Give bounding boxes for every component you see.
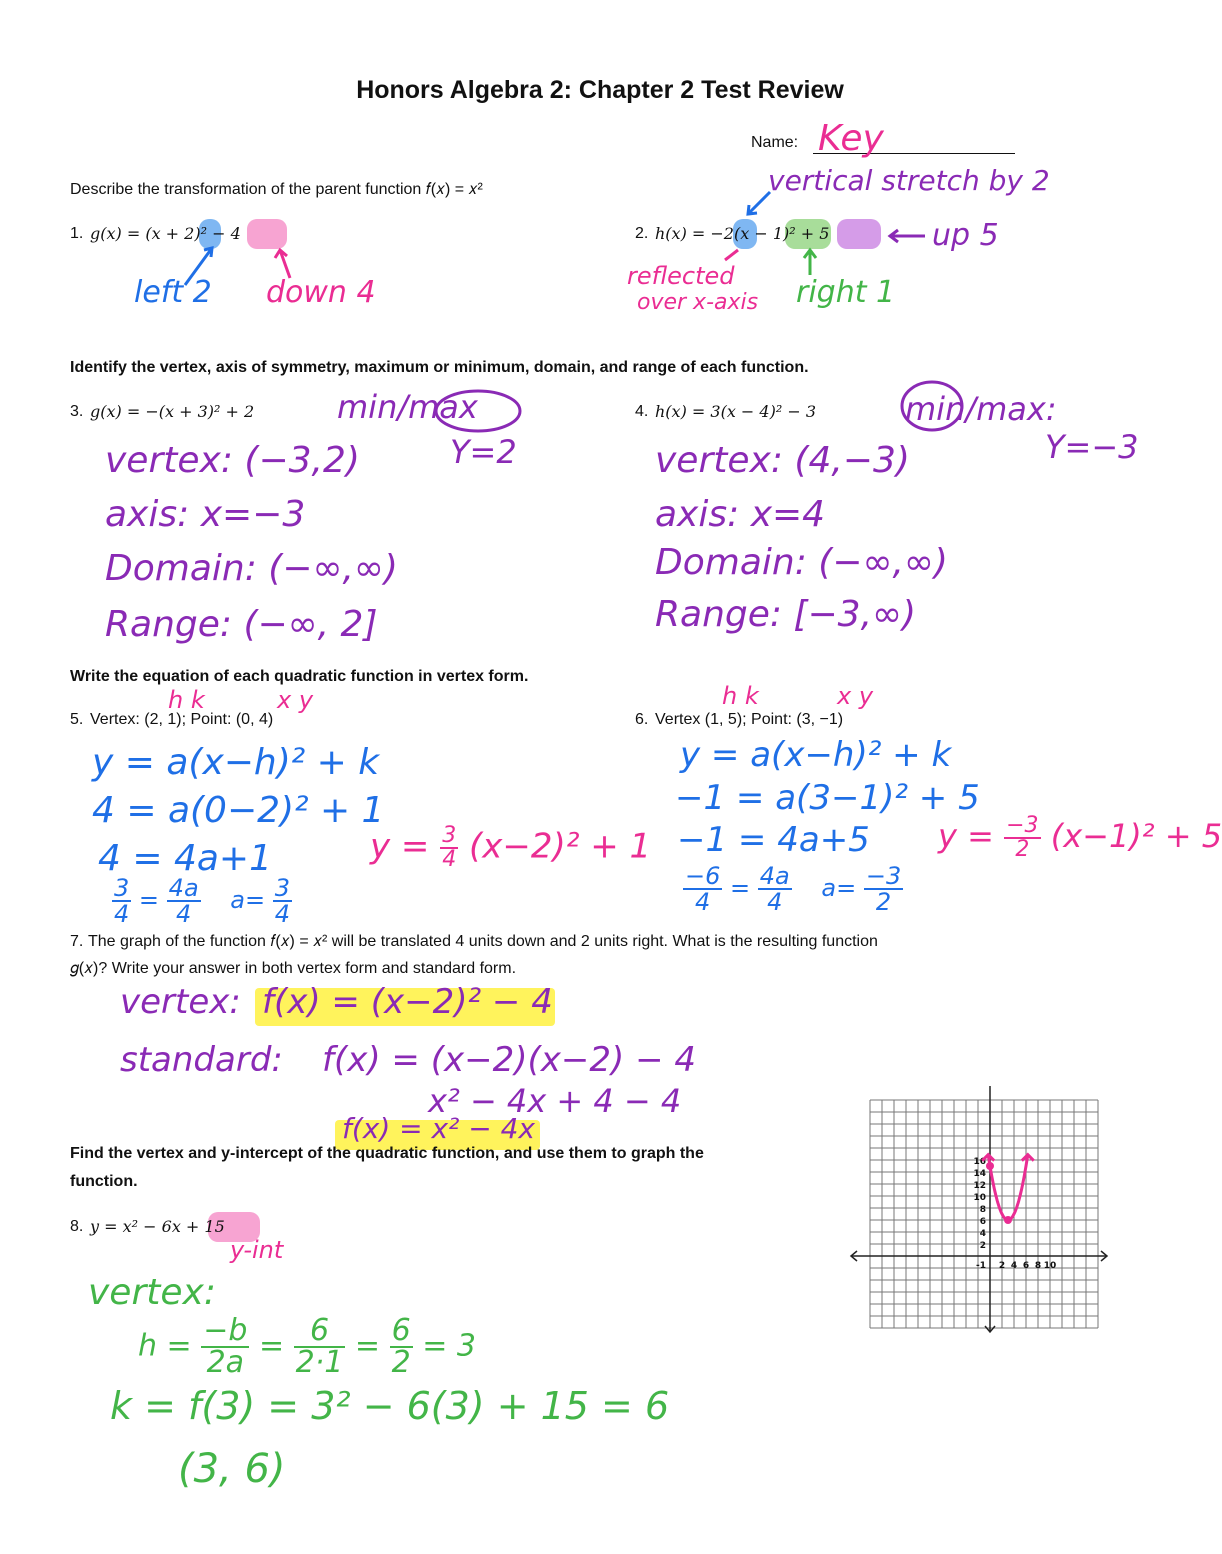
q2-note-reflected: reflected <box>627 262 735 290</box>
section3-instruction: Write the equation of each quadratic function in vertex form. <box>70 668 529 685</box>
x-tick-label: 10 <box>1043 1261 1057 1271</box>
q3-axis: axis: x=−3 <box>105 494 306 535</box>
y-tick-label: 2 <box>979 1241 986 1251</box>
q5-answer-num: 3 <box>442 823 457 848</box>
neg-tick-label: -1 <box>976 1261 986 1271</box>
q8-h-frac3-num: 6 <box>391 1313 411 1348</box>
q2-note-right: right 1 <box>796 275 896 310</box>
name-label: Name: <box>751 134 799 151</box>
x-tick-label: 6 <box>1022 1261 1030 1271</box>
q8-h-frac1-den: 2a <box>206 1345 245 1380</box>
name-value: Key <box>818 118 884 159</box>
vertex-point <box>1004 1216 1012 1224</box>
q5-a-label: a= <box>230 886 266 914</box>
q6-answer-post: (x−1)² + 5 <box>1050 817 1222 855</box>
q3-domain: Domain: (−∞,∞) <box>105 548 398 589</box>
q1-note-left: left 2 <box>134 275 212 310</box>
q6-answer-num: −3 <box>1006 813 1039 838</box>
q3-y-value: Y=2 <box>450 433 517 471</box>
q5-step-2: 4 = a(0−2)² + 1 <box>92 790 385 831</box>
q8-h-frac2-den: 2·1 <box>295 1345 344 1380</box>
x-tick-label: 8 <box>1034 1261 1042 1271</box>
q4-vertex: vertex: (4,−3) <box>655 440 910 481</box>
q5-number: 5. <box>70 711 84 728</box>
q8-note-yint: y-int <box>230 1236 284 1264</box>
q7-line-1: The graph of the function 𝑓(𝑥) = 𝑥² will be translated 4 units down and 2 units right. What is the resulting function <box>88 933 878 950</box>
q8-h-line: h = $\frac{-b}{2a}$ = $\frac{6}{2\cdot 1}$ = $\frac{6}{2}$ = 3 <box>138 1313 477 1380</box>
q5-frac-mid-num: 4a <box>168 874 199 902</box>
q5-frac-mid-den: 4 <box>176 900 192 928</box>
q7-standard-step1: f(x) = (x−2)(x−2) − 4 <box>322 1040 696 1080</box>
q8-h-frac1-num: −b <box>203 1313 248 1348</box>
q6-answer-den: 2 <box>1015 837 1030 862</box>
q5-a-num: 3 <box>274 874 291 902</box>
y-tick-label: 16 <box>973 1157 986 1167</box>
q5-step-1: y = a(x−h)² + k <box>92 742 380 783</box>
q5-label-xy: x y <box>277 686 314 714</box>
q5-answer-pre: y = <box>370 826 430 867</box>
q6-answer <box>938 815 1222 861</box>
y-tick-label: 10 <box>973 1193 986 1203</box>
q7-line-2: 𝑔(𝑥)? Write your answer in both vertex form and standard form. <box>70 960 517 977</box>
q6-number: 6. <box>635 711 649 728</box>
q3-range: Range: (−∞, 2] <box>105 604 378 645</box>
q6-frac-mid-den: 4 <box>767 888 783 916</box>
section5-instruction-1: Find the vertex and y-intercept of the quadratic function, and use them to graph the <box>70 1145 704 1162</box>
y-tick-label: 4 <box>979 1229 986 1239</box>
q5-frac-left-num: 3 <box>114 874 130 902</box>
q2-note-over-x-axis: over x-axis <box>637 290 759 315</box>
q6-step-1: y = a(x−h)² + k <box>680 735 952 775</box>
y-tick-label: 12 <box>973 1181 986 1191</box>
q2-note-up: up 5 <box>932 218 999 253</box>
x-tick-label: 4 <box>1010 1261 1018 1271</box>
section2-instruction: Identify the vertex, axis of symmetry, maximum or minimum, domain, and range of each function. <box>70 359 809 376</box>
q3-vertex: vertex: (−3,2) <box>105 440 360 481</box>
q8-k-line: k = f(3) = 3² − 6(3) + 15 = 6 <box>110 1384 670 1428</box>
page-title: Honors Algebra 2: Chapter 2 Test Review <box>356 76 844 104</box>
q6-step-3: −1 = 4a+5 <box>677 820 870 860</box>
q4-expression: ℎ(𝑥) = 3(𝑥 − 4)² − 3 <box>655 402 817 421</box>
q6-label-xy: x y <box>837 682 874 710</box>
q6-label-hk: h k <box>722 682 759 710</box>
q5-answer-den: 4 <box>442 847 457 872</box>
y-tick-label: 14 <box>973 1169 986 1179</box>
q4-number: 4. <box>635 403 649 420</box>
q2-expression: ℎ(𝑥) = −2(𝑥 − 1)² + 5 <box>655 224 830 243</box>
q1-number: 1. <box>70 225 84 242</box>
q2-number: 2. <box>635 225 649 242</box>
q8-h-frac3-den: 2 <box>391 1345 411 1380</box>
q4-axis: axis: x=4 <box>655 494 826 535</box>
q3-expression: 𝑔(𝑥) = −(𝑥 + 3)² + 2 <box>90 402 255 421</box>
parabola-curve <box>988 1155 1028 1220</box>
q6-step-4: $\frac{-6}{4}$ = $\frac{4a}{4}$ a= $\frac{-3}{2}$ <box>685 862 902 916</box>
q8-h-frac2-num: 6 <box>294 1316 346 1348</box>
q4-minmax: min/max: <box>905 390 1057 428</box>
q6-a-num: −3 <box>865 862 902 890</box>
q8-h-result: = 3 <box>422 1328 477 1364</box>
q6-a-den: 2 <box>875 888 892 916</box>
q5-answer-post: (x−2)² + 1 <box>469 826 652 867</box>
q6-text: Vertex (1, 5); Point: (3, −1) <box>655 711 844 728</box>
q1-expression: 𝑔(𝑥) = (𝑥 + 2)² − 4 <box>90 224 241 243</box>
q7-number: 7. <box>70 933 84 950</box>
q8-vertex-label: vertex: <box>88 1272 216 1313</box>
q6-frac-left-num: −6 <box>685 862 721 890</box>
q5-label-hk: h k <box>168 686 205 714</box>
q5-frac-left-den: 4 <box>114 900 130 928</box>
y-intercept-point <box>986 1162 994 1170</box>
q6-answer-pre: y = <box>938 817 994 855</box>
q5-a-den: 4 <box>274 900 291 928</box>
q4-domain: Domain: (−∞,∞) <box>655 542 948 583</box>
q6-step-2: −1 = a(3−1)² + 5 <box>675 778 980 818</box>
q4-range: Range: [−3,∞) <box>655 594 917 635</box>
y-tick-label: 6 <box>979 1217 986 1227</box>
q5-step-4: $\frac{3}{4}$ = $\frac{4a}{4}$ a= $\frac{3}{4}$ <box>114 874 291 928</box>
q6-frac-left-den: 4 <box>695 888 711 916</box>
q1-note-down: down 4 <box>266 275 376 310</box>
q4-y-value: Y=−3 <box>1045 428 1139 466</box>
section5-instruction-2: function. <box>70 1173 138 1190</box>
q5-answer <box>370 825 651 871</box>
q8-h-pre: h = <box>138 1328 192 1364</box>
q3-number: 3. <box>70 403 84 420</box>
q2-note-stretch: vertical stretch by 2 <box>768 164 1050 197</box>
q5-text: Vertex: (2, 1); Point: (0, 4) <box>90 711 274 728</box>
y-tick-label: 8 <box>979 1205 986 1215</box>
q8-graph <box>845 1050 1115 1350</box>
q7-standard-label: standard: <box>120 1040 283 1080</box>
q7-vertex-answer: f(x) = (x−2)² − 4 <box>262 982 553 1022</box>
q5-step-3: 4 = 4a+1 <box>98 838 272 879</box>
x-tick-label: 2 <box>998 1261 1006 1271</box>
q3-minmax: min/max <box>337 388 478 426</box>
q7-standard-step2: x² − 4x + 4 − 4 <box>428 1082 682 1120</box>
section1-instruction: Describe the transformation of the parent function 𝑓(𝑥) = 𝑥² <box>70 181 483 198</box>
q7-vertex-label: vertex: <box>120 982 241 1022</box>
q6-frac-mid-num: 4a <box>759 862 790 890</box>
q8-number: 8. <box>70 1218 84 1235</box>
q8-expression: 𝑦 = 𝑥² − 6𝑥 + 15 <box>90 1217 225 1236</box>
q7-standard-answer: f(x) = x² − 4x <box>342 1112 535 1145</box>
q8-point: (3, 6) <box>178 1446 286 1492</box>
q6-a-label: a= <box>821 874 857 902</box>
